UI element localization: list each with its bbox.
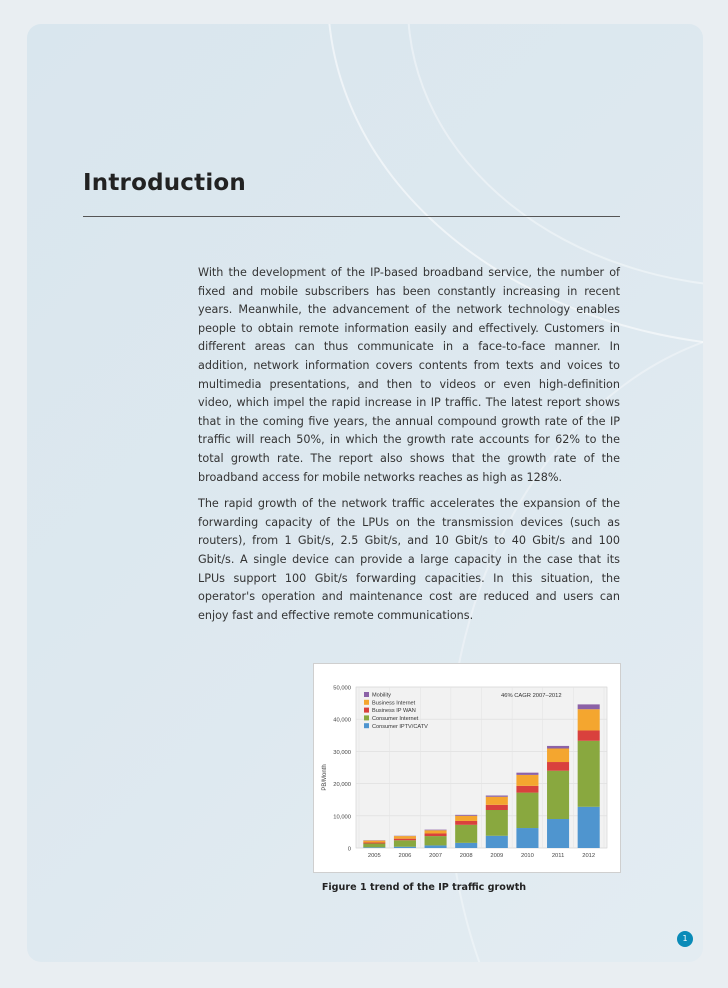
bar-segment	[547, 771, 569, 819]
y-axis-label: PB/Month	[322, 764, 328, 791]
bar-segment	[486, 796, 508, 797]
bar-segment	[578, 704, 600, 709]
body-text	[198, 264, 620, 633]
bar-segment	[394, 840, 416, 846]
legend-label: Business IP WAN	[372, 708, 416, 715]
bar-segment	[547, 749, 569, 763]
bar-segment	[455, 821, 477, 825]
bar-segment	[394, 847, 416, 848]
x-tick-label: 2005	[367, 853, 381, 859]
legend-label: Consumer Internet	[372, 716, 419, 722]
bar-segment	[425, 830, 447, 831]
bar-segment	[547, 762, 569, 771]
bar-segment	[425, 834, 447, 837]
decorative-swoosh	[407, 24, 703, 288]
bar-segment	[516, 793, 538, 828]
bar-segment	[486, 797, 508, 805]
bar-segment	[578, 807, 600, 848]
y-tick-label: 40,000	[333, 717, 351, 724]
x-tick-label: 2006	[398, 853, 412, 859]
bar-segment	[363, 843, 385, 847]
bar-segment	[578, 741, 600, 807]
bar-segment	[394, 836, 416, 839]
traffic-chart	[314, 664, 620, 872]
bar-segment	[425, 836, 447, 845]
bar-segment	[394, 839, 416, 841]
y-tick-label: 50,000	[333, 685, 351, 692]
y-tick-label: 20,000	[333, 782, 351, 789]
y-tick-label: 0	[347, 846, 351, 853]
legend-swatch	[364, 692, 369, 697]
legend-label: Consumer IPTV/CATV	[372, 723, 428, 730]
legend-swatch	[364, 700, 369, 705]
legend-swatch	[364, 708, 369, 713]
bar-segment	[547, 819, 569, 848]
bar-segment	[547, 746, 569, 749]
x-tick-label: 2009	[490, 853, 504, 859]
bar-segment	[455, 815, 477, 816]
title-rule	[83, 216, 620, 217]
y-tick-label: 10,000	[333, 814, 351, 821]
bar-segment	[516, 786, 538, 793]
legend-swatch	[364, 723, 369, 728]
bar-segment	[455, 825, 477, 843]
figure-frame	[313, 663, 621, 873]
chart-annotation: 46% CAGR 2007–2012	[501, 693, 562, 699]
bar-segment	[425, 830, 447, 833]
section-title: Introduction	[83, 170, 246, 196]
bar-segment	[486, 836, 508, 848]
bar-segment	[363, 843, 385, 844]
legend-label: Mobility	[372, 692, 391, 699]
bar-segment	[363, 847, 385, 848]
bar-segment	[578, 709, 600, 730]
x-tick-label: 2011	[551, 853, 565, 859]
paragraph: The rapid growth of the network traffic accelerates the expansion of the forwarding capacity of the LPUs on the transmission devices (such as routers), from 1 Gbit/s, 2.5 Gbit/s, and 10 Gbit/s to 40 Gbit/s and 100 Gbit/s. A single device can provide a large capacity in the case that its LPUs support 100 Gbit/s forwarding capacities. In this situation, the operator's operation and maintenance cost are reduced and users can enjoy fast and effective remote communications.	[198, 497, 620, 622]
bar-segment	[516, 828, 538, 848]
y-tick-label: 30,000	[333, 749, 351, 756]
legend-swatch	[364, 715, 369, 720]
bar-segment	[455, 816, 477, 821]
figure-caption: Figure 1 trend of the IP traffic growth	[321, 882, 527, 893]
bar-segment	[578, 730, 600, 740]
bar-segment	[486, 805, 508, 810]
paragraph: With the development of the IP-based broadband service, the number of fixed and mobile subscribers has been constantly increasing in recent years. Meanwhile, the advancement of the network technology enables people to obtain remote information easily and effectively. Customers in different areas can thus communicate in a face-to-face manner. In addition, network information covers contents from texts and voices to multimedia presentations, and then to videos or even high-definition video, which impel the rapid increase in IP traffic. The latest report shows that in the coming five years, the annual compound growth rate of the IP traffic will reach 50%, in which the growth rate accounts for 62% to the total growth rate. The report also shows that the growth rate of the broadband access for mobile networks reaches as high as 128%.	[198, 266, 620, 484]
x-tick-label: 2010	[520, 853, 534, 859]
bar-segment	[363, 841, 385, 843]
bar-segment	[425, 845, 447, 848]
page-number-badge: 1	[677, 931, 693, 947]
bar-segment	[486, 810, 508, 836]
legend-label: Business Internet	[372, 700, 416, 707]
bar-segment	[516, 773, 538, 775]
x-tick-label: 2012	[582, 853, 596, 859]
bar-segment	[455, 843, 477, 848]
bar-segment	[516, 775, 538, 786]
x-tick-label: 2007	[429, 853, 443, 859]
x-tick-label: 2008	[459, 853, 473, 859]
